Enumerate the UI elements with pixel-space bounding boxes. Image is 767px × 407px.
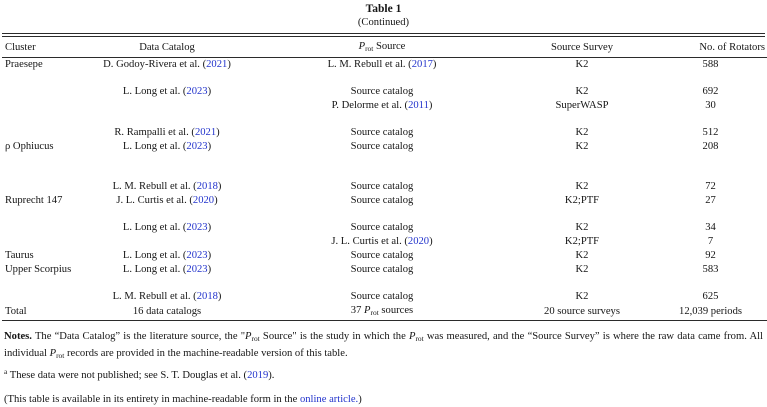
spacer-cell xyxy=(2,72,767,85)
cell-source: L. M. Rebull et al. (2017) xyxy=(327,59,437,70)
table-row xyxy=(2,290,767,304)
table-body xyxy=(2,58,767,321)
cell-cluster xyxy=(2,85,82,99)
cell-survey: K2 xyxy=(575,86,589,97)
table-subtitle: (Continued) xyxy=(357,17,410,28)
cell-count: 72 xyxy=(705,181,716,192)
spacer-row xyxy=(2,277,767,290)
cell-cluster: Total xyxy=(5,306,27,317)
table-row xyxy=(2,58,767,73)
cell-survey: K2 xyxy=(575,291,589,302)
cell-survey: K2 xyxy=(575,127,589,138)
cell-catalog: L. M. Rebull et al. (2018) xyxy=(112,181,222,192)
cell-count: 34 xyxy=(705,222,716,233)
citation-link[interactable]: 2023 xyxy=(186,141,208,152)
cell-count: 27 xyxy=(705,195,716,206)
table-row xyxy=(2,249,767,263)
spacer-row xyxy=(2,208,767,221)
rotators-table xyxy=(2,37,767,321)
cell-survey: K2 xyxy=(575,264,589,275)
cell-count: 692 xyxy=(702,86,719,97)
availability-note: (This table is available in its entirety in machine-readable form in the online article.) xyxy=(4,394,362,405)
cell-source: Source catalog xyxy=(350,127,414,138)
cell-survey: SuperWASP xyxy=(555,100,609,111)
cell-catalog: L. Long et al. (2023) xyxy=(122,141,212,152)
cell-survey: 20 source surveys xyxy=(544,306,620,317)
cell-catalog xyxy=(82,235,252,249)
cell-survey: K2 xyxy=(575,141,589,152)
cell-source: Source catalog xyxy=(350,86,414,97)
cell-catalog: L. M. Rebull et al. (2018) xyxy=(112,291,222,302)
citation-link[interactable]: 2021 xyxy=(194,127,217,138)
cell-count: 12,039 periods xyxy=(679,306,742,317)
citation-link[interactable]: 2020 xyxy=(192,195,215,206)
citation-link[interactable]: 2023 xyxy=(186,250,208,261)
cell-count: 588 xyxy=(702,59,719,70)
citation-link[interactable]: 2018 xyxy=(196,181,218,192)
cell-catalog xyxy=(82,99,252,113)
table-row xyxy=(2,126,767,140)
cell-catalog: L. Long et al. (2023) xyxy=(122,250,212,261)
cell-source: Source catalog xyxy=(350,195,414,206)
cell-count: 30 xyxy=(705,100,716,111)
spacer-row xyxy=(2,72,767,85)
citation-link[interactable]: 2023 xyxy=(186,86,208,97)
citation-link[interactable]: 2018 xyxy=(196,291,218,302)
cell-cluster xyxy=(2,99,82,113)
cell-source: P. Delorme et al. (2011) xyxy=(331,100,433,111)
cell-survey: K2;PTF xyxy=(564,195,600,206)
cell-source: J. L. Curtis et al. (2020) xyxy=(331,236,433,247)
spacer-cell xyxy=(2,208,767,221)
cell-catalog: L. Long et al. (2023) xyxy=(122,222,212,233)
cell-cluster: Ruprecht 147 xyxy=(5,195,63,206)
cell-cluster: Praesepe xyxy=(5,59,43,70)
spacer-cell xyxy=(2,154,767,180)
cell-source: 37 $P_{rot}$ sources xyxy=(350,305,414,317)
cell-count: 92 xyxy=(705,250,716,261)
cell-catalog: D. Godoy-Rivera et al. (2021) xyxy=(103,59,231,70)
cell-cluster xyxy=(2,235,82,249)
table-row xyxy=(2,221,767,235)
notes-paragraph: Notes. The “Data Catalog” is the literature source, the "$P_{rot}$ Source" is the study in which the $P_{rot}$ was measured, and the “Source Survey” is where the raw data came from. All individual $P_{rot}$ records are provided in the machine-readable version of this table. xyxy=(4,331,763,360)
table-row xyxy=(2,140,767,154)
spacer-row xyxy=(2,154,767,180)
cell-survey: K2 xyxy=(575,59,589,70)
cell-cluster: Upper Scorpius xyxy=(5,264,72,275)
cell-cluster: ρ Ophiucus xyxy=(5,141,54,152)
table-row xyxy=(2,263,767,277)
cell-catalog: L. Long et al. (2023) xyxy=(122,86,212,97)
spacer-row xyxy=(2,113,767,126)
cell-count: 625 xyxy=(702,291,719,302)
citation-link[interactable]: 2023 xyxy=(186,222,208,233)
cell-source: Source catalog xyxy=(350,291,414,302)
col-header-no-of-rotators: No. of Rotators xyxy=(652,37,767,58)
table-row xyxy=(2,180,767,194)
citation-link[interactable]: 2019 xyxy=(247,370,269,381)
table-row xyxy=(2,304,767,321)
table-row xyxy=(2,235,767,249)
citation-link[interactable]: 2017 xyxy=(411,59,433,70)
cell-survey: K2;PTF xyxy=(564,236,600,247)
citation-link[interactable]: 2011 xyxy=(408,100,429,111)
cell-source: Source catalog xyxy=(350,181,414,192)
citation-link[interactable]: 2023 xyxy=(186,264,208,275)
cell-catalog: J. L. Curtis et al. (2020) xyxy=(116,195,218,206)
table-row xyxy=(2,194,767,208)
col-header-cluster: Cluster xyxy=(2,37,82,58)
cell-cluster xyxy=(2,126,82,140)
cell-cluster xyxy=(2,290,82,304)
table-row xyxy=(2,99,767,113)
cell-source: Source catalog xyxy=(350,222,414,233)
cell-count: 7 xyxy=(707,236,714,247)
cell-survey: K2 xyxy=(575,250,589,261)
footnote-a: $^a$ These data were not published; see S. T. Douglas et al. (2019). xyxy=(4,367,275,381)
table-row xyxy=(2,85,767,99)
spacer-cell xyxy=(2,277,767,290)
cell-catalog: L. Long et al. (2023) xyxy=(122,264,212,275)
cell-cluster: Taurus xyxy=(5,250,34,261)
cell-count: 512 xyxy=(702,127,719,138)
cell-source: Source catalog xyxy=(350,250,414,261)
table-header xyxy=(2,37,767,58)
cell-survey: K2 xyxy=(575,222,589,233)
cell-source: Source catalog xyxy=(350,141,414,152)
citation-link[interactable]: 2021 xyxy=(206,59,228,70)
cell-cluster xyxy=(2,221,82,235)
cell-cluster xyxy=(2,180,82,194)
citation-link[interactable]: online article. xyxy=(299,394,359,405)
table-title: Table 1 xyxy=(365,3,402,15)
col-header-prot-source: $P_{rot}$ Source xyxy=(252,37,512,58)
col-header-data-catalog: Data Catalog xyxy=(82,37,252,58)
cell-source: Source catalog xyxy=(350,264,414,275)
citation-link[interactable]: 2020 xyxy=(407,236,430,247)
cell-catalog: R. Rampalli et al. (2021) xyxy=(114,127,220,138)
spacer-cell xyxy=(2,113,767,126)
cell-catalog: 16 data catalogs xyxy=(132,306,202,317)
cell-count: 583 xyxy=(702,264,719,275)
cell-count: 208 xyxy=(702,141,719,152)
cell-survey: K2 xyxy=(575,181,589,192)
col-header-source-survey: Source Survey xyxy=(512,37,652,58)
